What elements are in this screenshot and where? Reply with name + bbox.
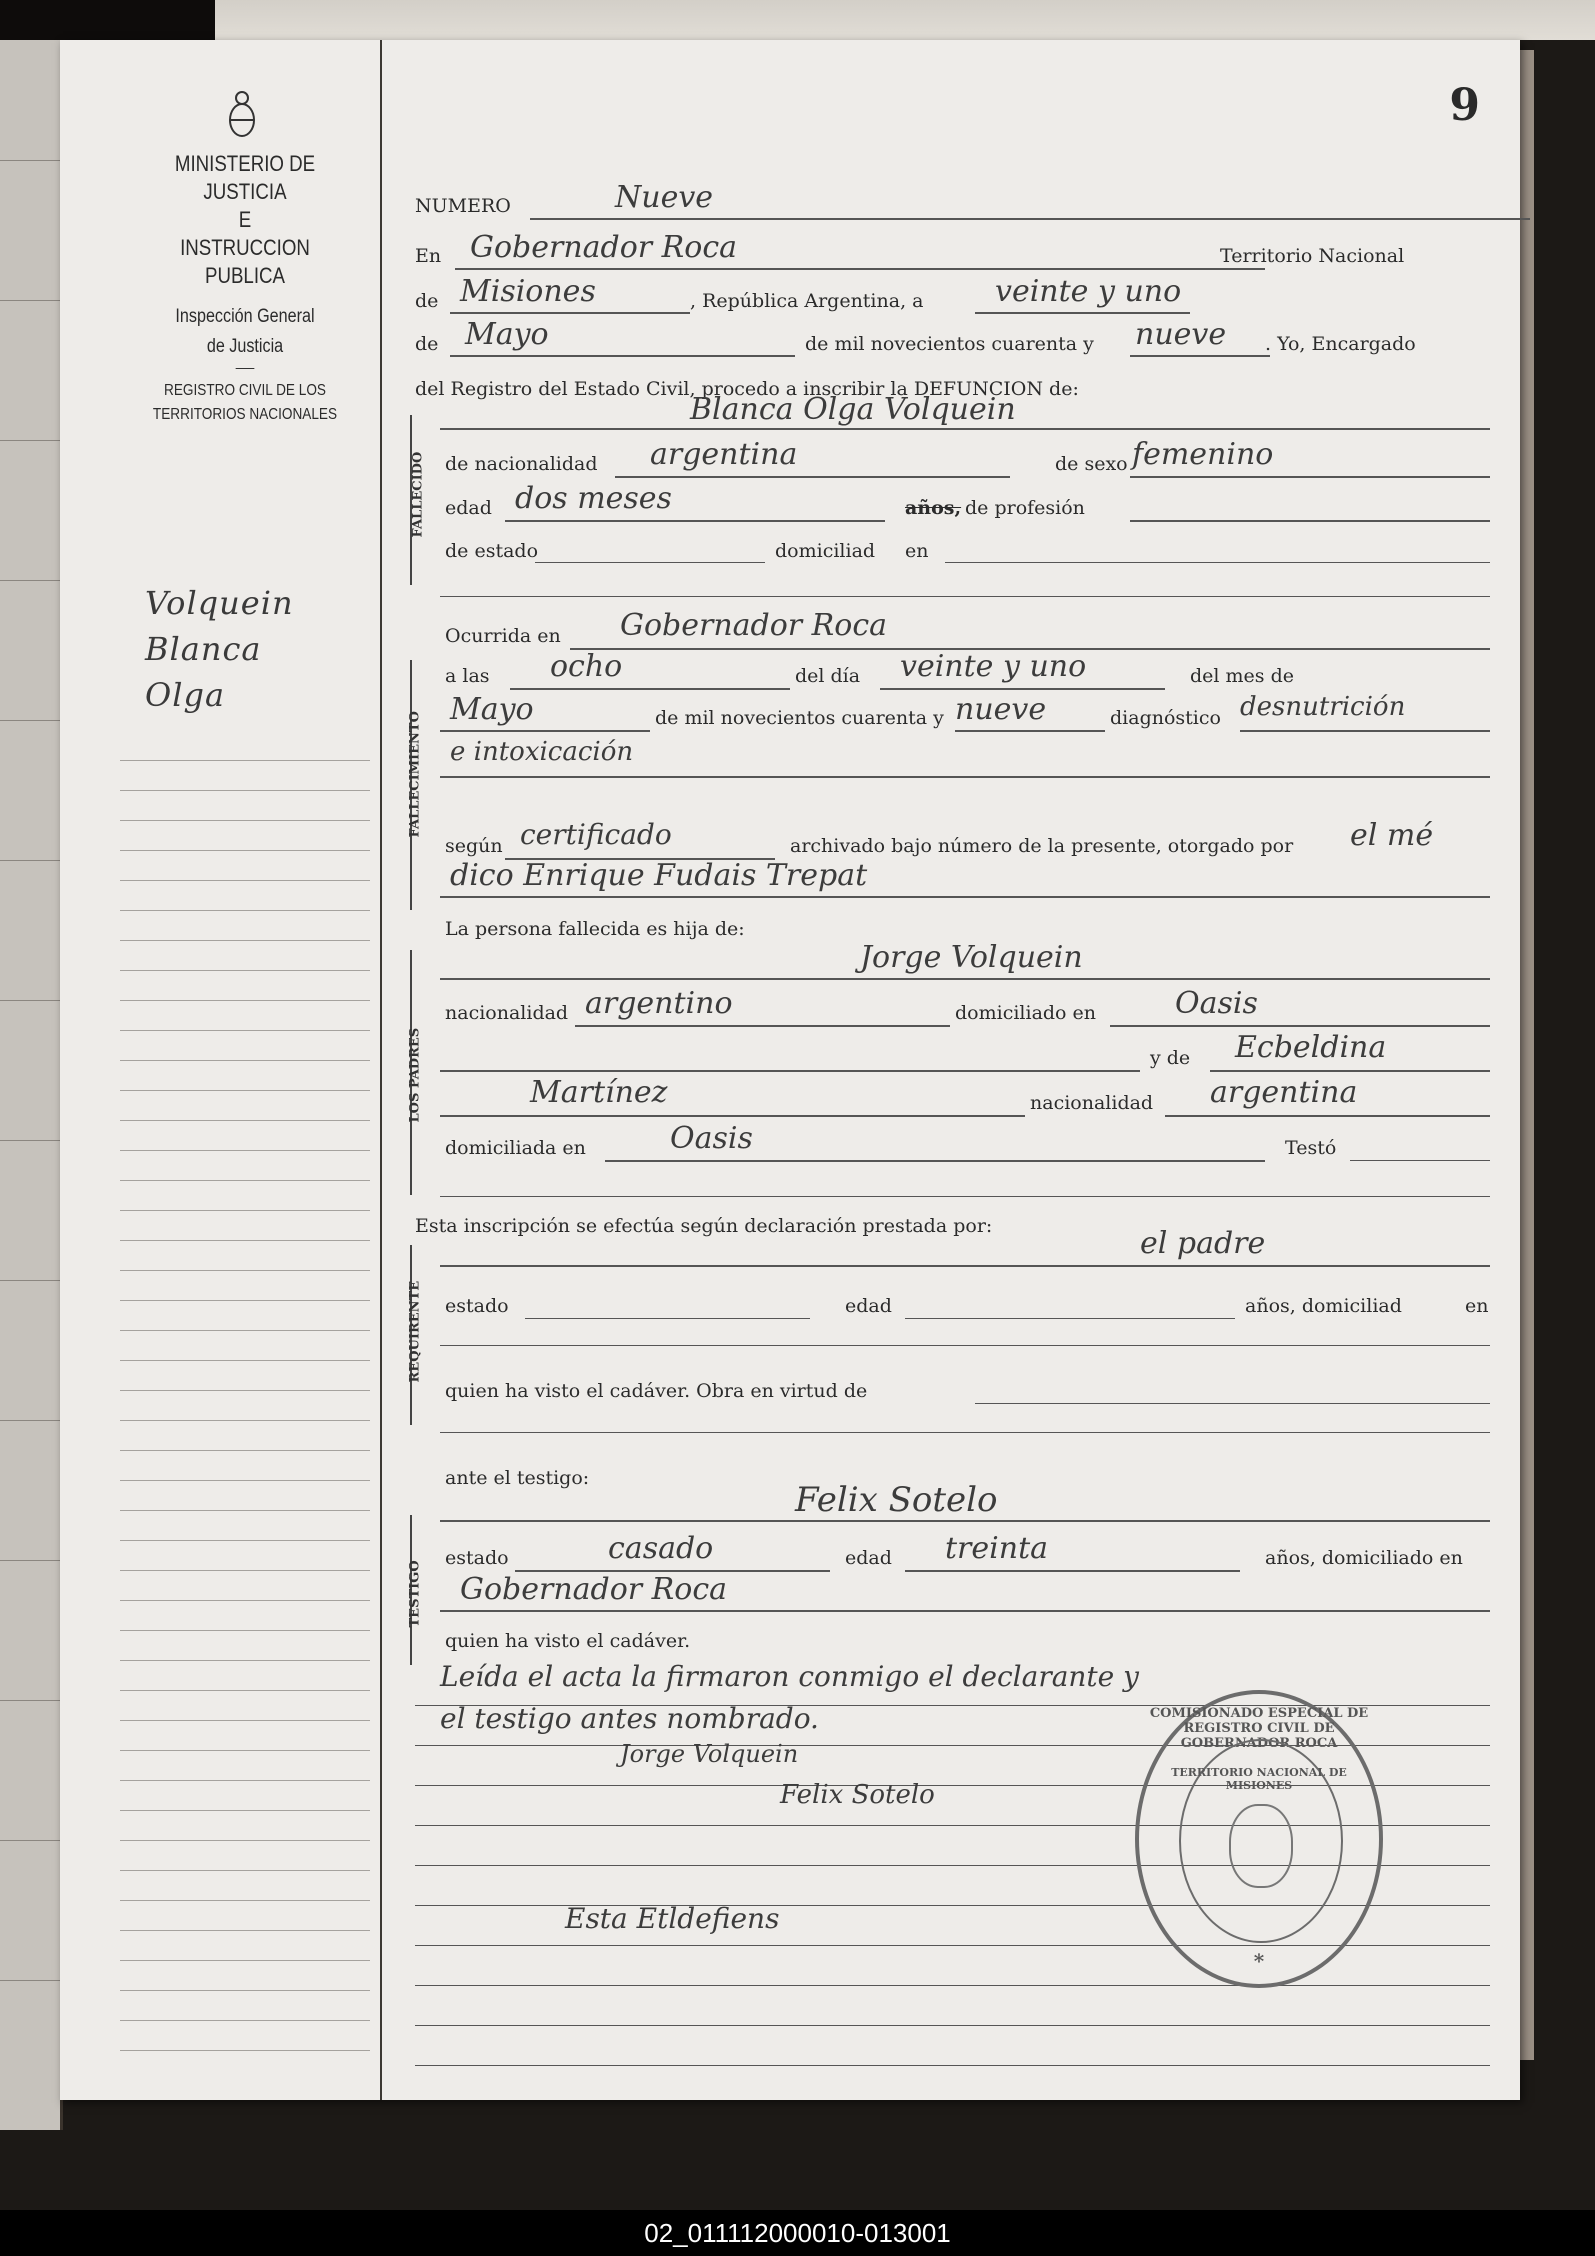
ministry-line-2: E xyxy=(238,207,252,232)
sig-line-8 xyxy=(415,2065,1490,2066)
declarante-line xyxy=(440,1265,1490,1267)
en-label-2: en xyxy=(905,540,929,562)
padre-nac-line xyxy=(575,1025,950,1027)
margin-rule-line xyxy=(120,1990,370,1991)
sexo-line xyxy=(1130,476,1490,478)
madre-name-1: Ecbeldina xyxy=(1235,1030,1387,1065)
edad-label: edad xyxy=(445,497,492,519)
margin-rule-line xyxy=(120,1510,370,1511)
madre-name-line-2 xyxy=(440,1115,1025,1117)
margin-rule-line xyxy=(120,1210,370,1211)
diagnostico-value-2: e intoxicación xyxy=(450,737,634,767)
testigo-estado-label: estado xyxy=(445,1547,509,1569)
domiciliad-label: domiciliad xyxy=(775,540,876,562)
otorgado-value: el mé xyxy=(1350,818,1434,853)
alas-value: ocho xyxy=(550,649,623,684)
fall-anio-line xyxy=(955,730,1105,732)
yde-label: y de xyxy=(1150,1047,1191,1069)
padre-domicilio-label: domiciliado en xyxy=(955,1002,1097,1024)
background-strip xyxy=(0,0,1595,40)
margin-rule-line xyxy=(120,1030,370,1031)
cadaver-text: quien ha visto el cadáver. Obra en virtud de xyxy=(445,1380,868,1402)
ocurrida-label: Ocurrida en xyxy=(445,625,561,647)
margin-rule-line xyxy=(120,1300,370,1301)
req-en-label: en xyxy=(1465,1295,1489,1317)
fallecimiento-section-label: FALLECIMIENTO xyxy=(407,711,423,838)
testigo-cadaver-text: quien ha visto el cadáver. xyxy=(445,1630,691,1652)
territorio-value: Misiones xyxy=(460,274,596,309)
req-edad-line xyxy=(905,1318,1235,1319)
margin-rule-line xyxy=(120,1270,370,1271)
edad-line xyxy=(505,520,885,522)
coat-of-arms-icon xyxy=(225,90,259,140)
margin-rule-line xyxy=(120,760,370,761)
testigo-edad-label: edad xyxy=(845,1547,892,1569)
margin-rule-line xyxy=(120,1480,370,1481)
margin-surname: Volquein xyxy=(145,584,294,622)
margin-rule-line xyxy=(120,1690,370,1691)
madre-nacionalidad-label: nacionalidad xyxy=(1030,1092,1154,1114)
estado-label: de estado xyxy=(445,540,539,562)
sexo-value: femenino xyxy=(1132,437,1274,472)
testo-label: Testó xyxy=(1285,1137,1337,1159)
testigo-section-label: TESTIGO xyxy=(407,1560,423,1628)
de-label-2: de xyxy=(415,333,439,355)
testo-line xyxy=(1350,1160,1490,1161)
fallecido-extra-line xyxy=(440,596,1490,597)
archivado-text: archivado bajo número de la presente, otorgado por xyxy=(790,835,1294,857)
margin-rule-line xyxy=(120,1960,370,1961)
margin-rule-line xyxy=(120,1930,370,1931)
deldia-line xyxy=(880,688,1165,690)
margin-rule-line xyxy=(120,1180,370,1181)
testigo-estado-value: casado xyxy=(608,1531,714,1566)
testigo-edad-line xyxy=(905,1570,1240,1572)
ministry-divider xyxy=(236,368,255,369)
numero-line xyxy=(530,218,1530,220)
madre-domicilio-label: domiciliada en xyxy=(445,1137,586,1159)
ministry-line-4: Inspección General xyxy=(175,306,315,327)
otorgado-value-2: dico Enrique Fudais Trepat xyxy=(450,858,868,893)
signature-testigo: Felix Sotelo xyxy=(780,1780,935,1810)
fallecido-name: Blanca Olga Volquein xyxy=(690,392,1016,427)
segun-value: certificado xyxy=(520,818,672,851)
domicilio-line xyxy=(945,562,1490,563)
padre-name-line xyxy=(440,978,1490,980)
margin-name-note xyxy=(145,580,294,718)
madre-dom-line xyxy=(605,1160,1265,1162)
req-extra-line xyxy=(440,1432,1490,1433)
testigo-label: ante el testigo: xyxy=(445,1467,590,1489)
signature-declarante: Jorge Volquein xyxy=(620,1740,799,1768)
margin-rule-line xyxy=(120,1450,370,1451)
margin-rule-line xyxy=(120,970,370,971)
ministry-line-7: TERRITORIOS NACIONALES xyxy=(152,406,338,423)
deldia-value: veinte y uno xyxy=(900,649,1087,684)
padre-extra-line xyxy=(440,1070,1140,1072)
ministry-header xyxy=(139,150,352,427)
margin-rule-line xyxy=(120,1660,370,1661)
segun-label: según xyxy=(445,835,503,857)
ministry-line-1: MINISTERIO DE JUSTICIA xyxy=(174,151,316,204)
mil-text: de mil novecientos cuarenta y xyxy=(805,333,1094,355)
padre-nacionalidad-value: argentino xyxy=(585,986,733,1021)
seal-coat-of-arms-icon xyxy=(1229,1804,1293,1888)
diagnostico-line-2 xyxy=(440,776,1490,778)
margin-rule-line xyxy=(120,1000,370,1001)
dia-value: veinte y uno xyxy=(995,274,1182,309)
edad-value: dos meses xyxy=(515,481,672,516)
fall-mes-line xyxy=(440,730,650,732)
padres-section-label: LOS PADRES xyxy=(407,1027,423,1123)
madre-nacionalidad-value: argentina xyxy=(1210,1075,1358,1110)
margin-rule-line xyxy=(120,1570,370,1571)
req-dom-line xyxy=(440,1345,1490,1346)
padres-extra-line xyxy=(440,1196,1490,1197)
nacionalidad-value: argentina xyxy=(650,437,798,472)
padre-name: Jorge Volquein xyxy=(860,940,1083,975)
yo-text: . Yo, Encargado xyxy=(1265,333,1416,355)
diagnostico-label: diagnóstico xyxy=(1110,707,1221,729)
declarante-value: el padre xyxy=(1140,1226,1266,1261)
madre-nac-line xyxy=(1165,1115,1490,1117)
ministry-line-6: REGISTRO CIVIL DE LOS xyxy=(164,382,326,399)
margin-rule-line xyxy=(120,1900,370,1901)
page-number: 9 xyxy=(1449,80,1480,131)
en-value: Gobernador Roca xyxy=(470,230,738,265)
margin-rule-line xyxy=(120,2020,370,2021)
obra-line xyxy=(975,1403,1490,1404)
margin-rule-line xyxy=(120,940,370,941)
testigo-edad-value: treinta xyxy=(945,1531,1049,1566)
padres-nacionalidad-label: nacionalidad xyxy=(445,1002,569,1024)
testigo-domicilio-value: Gobernador Roca xyxy=(460,1572,728,1607)
req-edad-label: edad xyxy=(845,1295,892,1317)
margin-rule-line xyxy=(120,1090,370,1091)
ocurrida-value: Gobernador Roca xyxy=(620,608,888,643)
seal-inner-text: TERRITORIO NACIONAL DE MISIONES xyxy=(1171,1766,1347,1792)
previous-page-edge xyxy=(0,40,63,2130)
req-estado-label: estado xyxy=(445,1295,509,1317)
territorio-line xyxy=(450,312,690,314)
margin-rule-line xyxy=(120,850,370,851)
margin-rule-line xyxy=(120,1330,370,1331)
republica-text: , República Argentina, a xyxy=(690,290,924,312)
margin-rule-line xyxy=(120,1630,370,1631)
otorgado-line-2 xyxy=(440,896,1490,898)
madre-name-line-1 xyxy=(1210,1070,1490,1072)
image-id-bar: 02_011112000010-013001 xyxy=(0,2210,1595,2256)
margin-rule-line xyxy=(120,1390,370,1391)
mes-line xyxy=(450,355,795,357)
requirente-section-label: REQUIRENTE xyxy=(407,1280,423,1383)
nacionalidad-line xyxy=(615,476,1010,478)
margin-rule-line xyxy=(120,1780,370,1781)
padre-domicilio-value: Oasis xyxy=(1175,986,1258,1021)
margin-rule-line xyxy=(120,1420,370,1421)
margin-rule-line xyxy=(120,820,370,821)
diagnostico-value: desnutrición xyxy=(1240,692,1406,722)
dia-line xyxy=(975,312,1190,314)
seal-outer-text: COMISIONADO ESPECIAL DE REGISTRO CIVIL DE GOBERNADOR ROCA xyxy=(1149,1706,1369,1751)
req-estado-line xyxy=(525,1318,810,1319)
madre-domicilio-value: Oasis xyxy=(670,1121,753,1156)
en-line xyxy=(455,268,1265,270)
margin-rule-line xyxy=(120,1750,370,1751)
closing-text-1: Leída el acta la firmaron conmigo el declarante y xyxy=(440,1660,1139,1693)
numero-value: Nueve xyxy=(615,180,714,215)
margin-rule-line xyxy=(120,1360,370,1361)
margin-rule-line xyxy=(120,1600,370,1601)
margin-rule-line xyxy=(120,1840,370,1841)
sig-line-6 xyxy=(415,1985,1490,1986)
closing-text-2: el testigo antes nombrado. xyxy=(440,1702,819,1735)
alas-line xyxy=(510,688,790,690)
mes-value: Mayo xyxy=(465,317,549,352)
numero-label: NUMERO xyxy=(415,195,511,217)
hija-text: La persona fallecida es hija de: xyxy=(445,918,745,940)
testigo-name-line xyxy=(440,1520,1490,1522)
margin-rule-line xyxy=(120,880,370,881)
sexo-label: de sexo xyxy=(1055,453,1128,475)
margin-rule-line xyxy=(120,1240,370,1241)
estado-line xyxy=(535,562,765,563)
margin-rule-line xyxy=(120,1810,370,1811)
anio-line xyxy=(1130,355,1270,357)
margin-rule-line xyxy=(120,1720,370,1721)
req-anos-label: años, domiciliad xyxy=(1245,1295,1402,1317)
alas-label: a las xyxy=(445,665,490,687)
margin-rule-line xyxy=(120,910,370,911)
margin-rule-line xyxy=(120,790,370,791)
margin-rule-line xyxy=(120,2050,370,2051)
sig-line-7 xyxy=(415,2025,1490,2026)
official-seal xyxy=(1135,1690,1383,1988)
declaracion-text: Esta inscripción se efectúa según declaración prestada por: xyxy=(415,1215,993,1237)
registro-text: del Registro del Estado Civil, procedo a inscribir la DEFUNCION de: xyxy=(415,378,1079,400)
anos-label: años, xyxy=(905,497,962,519)
background-dark-corner xyxy=(0,0,215,40)
margin-rule-line xyxy=(120,1870,370,1871)
anio-value: nueve xyxy=(1135,317,1227,352)
testigo-dom-line xyxy=(440,1610,1490,1612)
certificate-page xyxy=(60,40,1520,2100)
de-label: de xyxy=(415,290,439,312)
fallecido-name-line xyxy=(440,428,1490,430)
ministry-line-3: INSTRUCCION PUBLICA xyxy=(180,235,310,288)
left-margin-column xyxy=(60,40,382,2100)
margin-rule-line xyxy=(120,1120,370,1121)
margin-rule-line xyxy=(120,1540,370,1541)
mil-text-2: de mil novecientos cuarenta y xyxy=(655,707,944,729)
delmes-label: del mes de xyxy=(1190,665,1294,687)
testigo-name: Felix Sotelo xyxy=(795,1480,998,1520)
nacionalidad-label: de nacionalidad xyxy=(445,453,598,475)
profesion-line xyxy=(1130,520,1490,522)
testigo-anos-label: años, domiciliado en xyxy=(1265,1547,1463,1569)
fallecido-section-label: FALLECIDO xyxy=(410,451,426,538)
margin-middle-name: Olga xyxy=(145,676,226,714)
territorio-label: Territorio Nacional xyxy=(1220,245,1405,267)
margin-rule-line xyxy=(120,1150,370,1151)
signature-encargado: Esta Etldefiens xyxy=(565,1902,780,1935)
profesion-label: de profesión xyxy=(965,497,1085,519)
seal-star: * xyxy=(1253,1949,1265,1973)
ministry-line-5: de Justicia xyxy=(206,336,284,357)
margin-first-name: Blanca xyxy=(145,630,262,668)
padre-dom-line xyxy=(1110,1025,1490,1027)
en-label: En xyxy=(415,245,442,267)
fall-mes-value: Mayo xyxy=(450,692,534,727)
margin-rule-line xyxy=(120,1060,370,1061)
diagnostico-line xyxy=(1240,730,1490,732)
madre-name-2: Martínez xyxy=(530,1075,668,1110)
fall-anio-value: nueve xyxy=(955,692,1047,727)
deldia-label: del día xyxy=(795,665,861,687)
